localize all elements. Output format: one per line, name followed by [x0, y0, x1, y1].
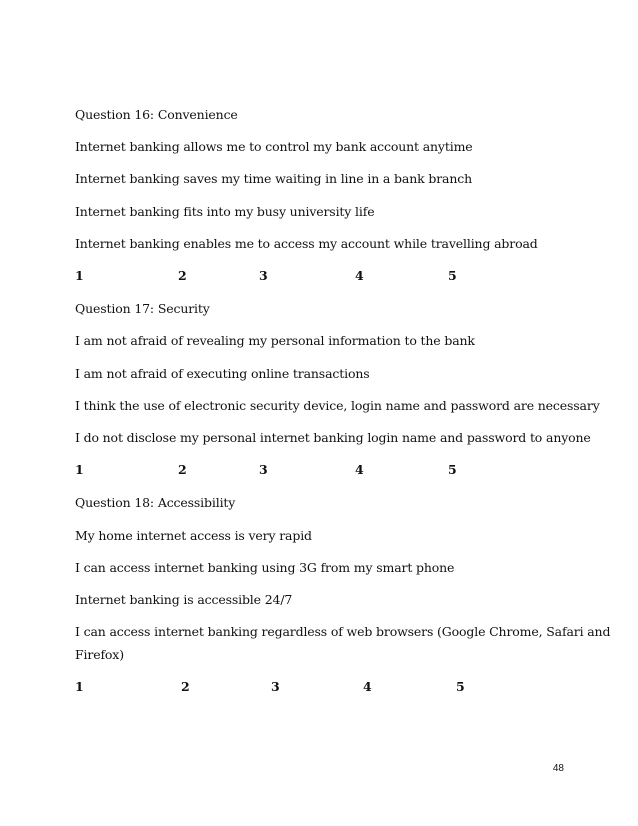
q18-item-4-line-1: I can access internet banking regardless of web browsers (Google Chrome, Safari and [75, 624, 611, 639]
scale-option-4: 4 [355, 268, 364, 283]
scale-option-1: 1 [75, 679, 84, 694]
question-18-title: Question 18: Accessibility [75, 495, 236, 510]
scale-option-5: 5 [448, 268, 457, 283]
q18-item-4-line-2: Firefox) [75, 647, 124, 662]
q16-item-1: Internet banking allows me to control my bank account anytime [75, 139, 473, 154]
scale-option-3: 3 [271, 679, 280, 694]
scale-option-5: 5 [456, 679, 465, 694]
question-17-title: Question 17: Security [75, 301, 210, 316]
q18-item-1: My home internet access is very rapid [75, 528, 312, 543]
scale-option-2: 2 [181, 679, 190, 694]
q18-rating-scale [75, 679, 475, 695]
q17-item-1: I am not afraid of revealing my personal information to the bank [75, 333, 475, 348]
q16-item-3: Internet banking fits into my busy university life [75, 204, 375, 219]
q16-item-2: Internet banking saves my time waiting in line in a bank branch [75, 171, 472, 186]
q16-item-4: Internet banking enables me to access my account while travelling abroad [75, 236, 538, 251]
scale-option-5: 5 [448, 462, 457, 477]
scale-option-4: 4 [363, 679, 372, 694]
q17-item-4: I do not disclose my personal internet banking login name and password to anyone [75, 430, 591, 445]
q16-rating-scale [75, 268, 475, 284]
scale-option-1: 1 [75, 462, 84, 477]
question-16-title: Question 16: Convenience [75, 107, 238, 122]
scale-option-1: 1 [75, 268, 84, 283]
q17-rating-scale [75, 462, 475, 478]
scale-option-2: 2 [178, 462, 187, 477]
q17-item-3: I think the use of electronic security device, login name and password are necessary [75, 398, 600, 413]
q18-item-2: I can access internet banking using 3G from my smart phone [75, 560, 455, 575]
q18-item-3: Internet banking is accessible 24/7 [75, 592, 293, 607]
scale-option-3: 3 [259, 268, 268, 283]
page-number: 48 [552, 763, 564, 774]
scale-option-2: 2 [178, 268, 187, 283]
scale-option-3: 3 [259, 462, 268, 477]
q17-item-2: I am not afraid of executing online transactions [75, 366, 370, 381]
scale-option-4: 4 [355, 462, 364, 477]
